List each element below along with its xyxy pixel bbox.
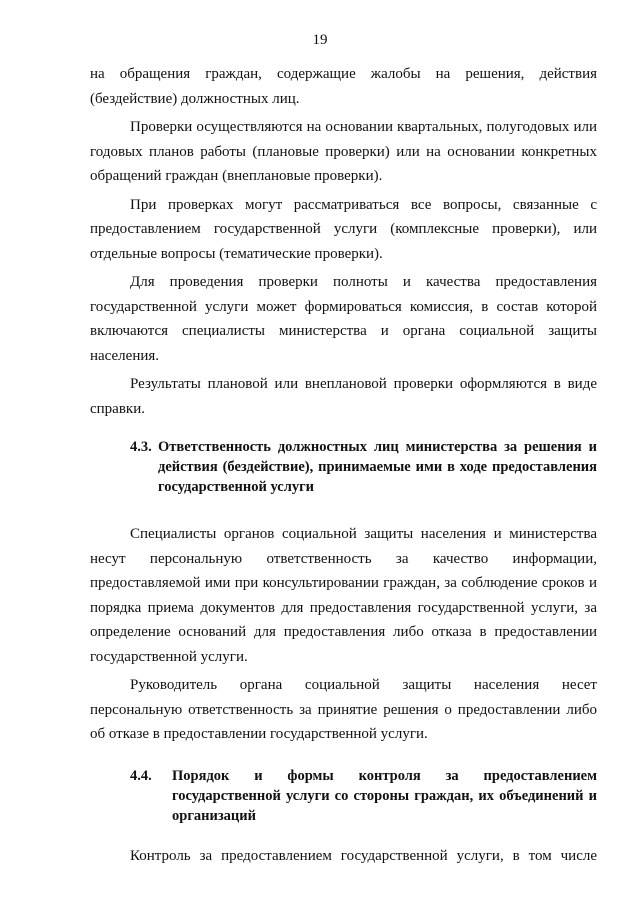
section-number: 4.4. (130, 768, 152, 784)
section-heading-4-4 (130, 766, 597, 826)
text-block-responsibility (90, 522, 597, 747)
paragraph: Для проведения проверки полноты и качества предоставления государственной услуги может формироваться комиссия, в состав которой включаются специалисты министерства и органа социальной защиты населения. (90, 274, 597, 364)
section-number: 4.3. (130, 439, 152, 455)
paragraph: на обращения граждан, содержащие жалобы на решения, действия (бездействие) должностных лиц. (90, 66, 597, 107)
section-title: Порядок и формы контроля за предоставлением государственной услуги со стороны граждан, их объединений и организаций (172, 768, 597, 824)
text-block-control (90, 844, 597, 869)
paragraph: Контроль за предоставлением государственной услуги, в том числе (130, 848, 597, 864)
paragraph: Специалисты органов социальной защиты населения и министерства несут персональную ответственность за качество информации, предоставляемой ими при консультировании граждан, за соблюдение сроков и порядка приема документов для предоставления государственной услуги, за определение оснований для предоставления либо отказа в предоставлении государственной услуги. (90, 526, 597, 665)
section-heading-4-3 (130, 437, 597, 497)
paragraph: Проверки осуществляются на основании квартальных, полугодовых или годовых планов работы (плановые проверки) или на основании конкретных обращений граждан (внеплановые проверки). (90, 119, 597, 184)
paragraph: При проверках могут рассматриваться все вопросы, связанные с предоставлением государственной услуги (комплексные проверки), или отдельные вопросы (тематические проверки). (90, 196, 597, 262)
text-block-oversight (90, 62, 597, 421)
page-number: 19 (312, 32, 328, 48)
section-title: Ответственность должностных лиц министерства за решения и действия (бездействие), принимаемые ими в ходе предоставления государственной услуги (158, 439, 597, 495)
paragraph: Руководитель органа социальной защиты населения несет персональную ответственность за принятие решения о предоставлении либо об отказе в предоставлении государственной услуги. (90, 677, 597, 742)
paragraph: Результаты плановой или внеплановой проверки оформляются в виде справки. (90, 376, 597, 417)
